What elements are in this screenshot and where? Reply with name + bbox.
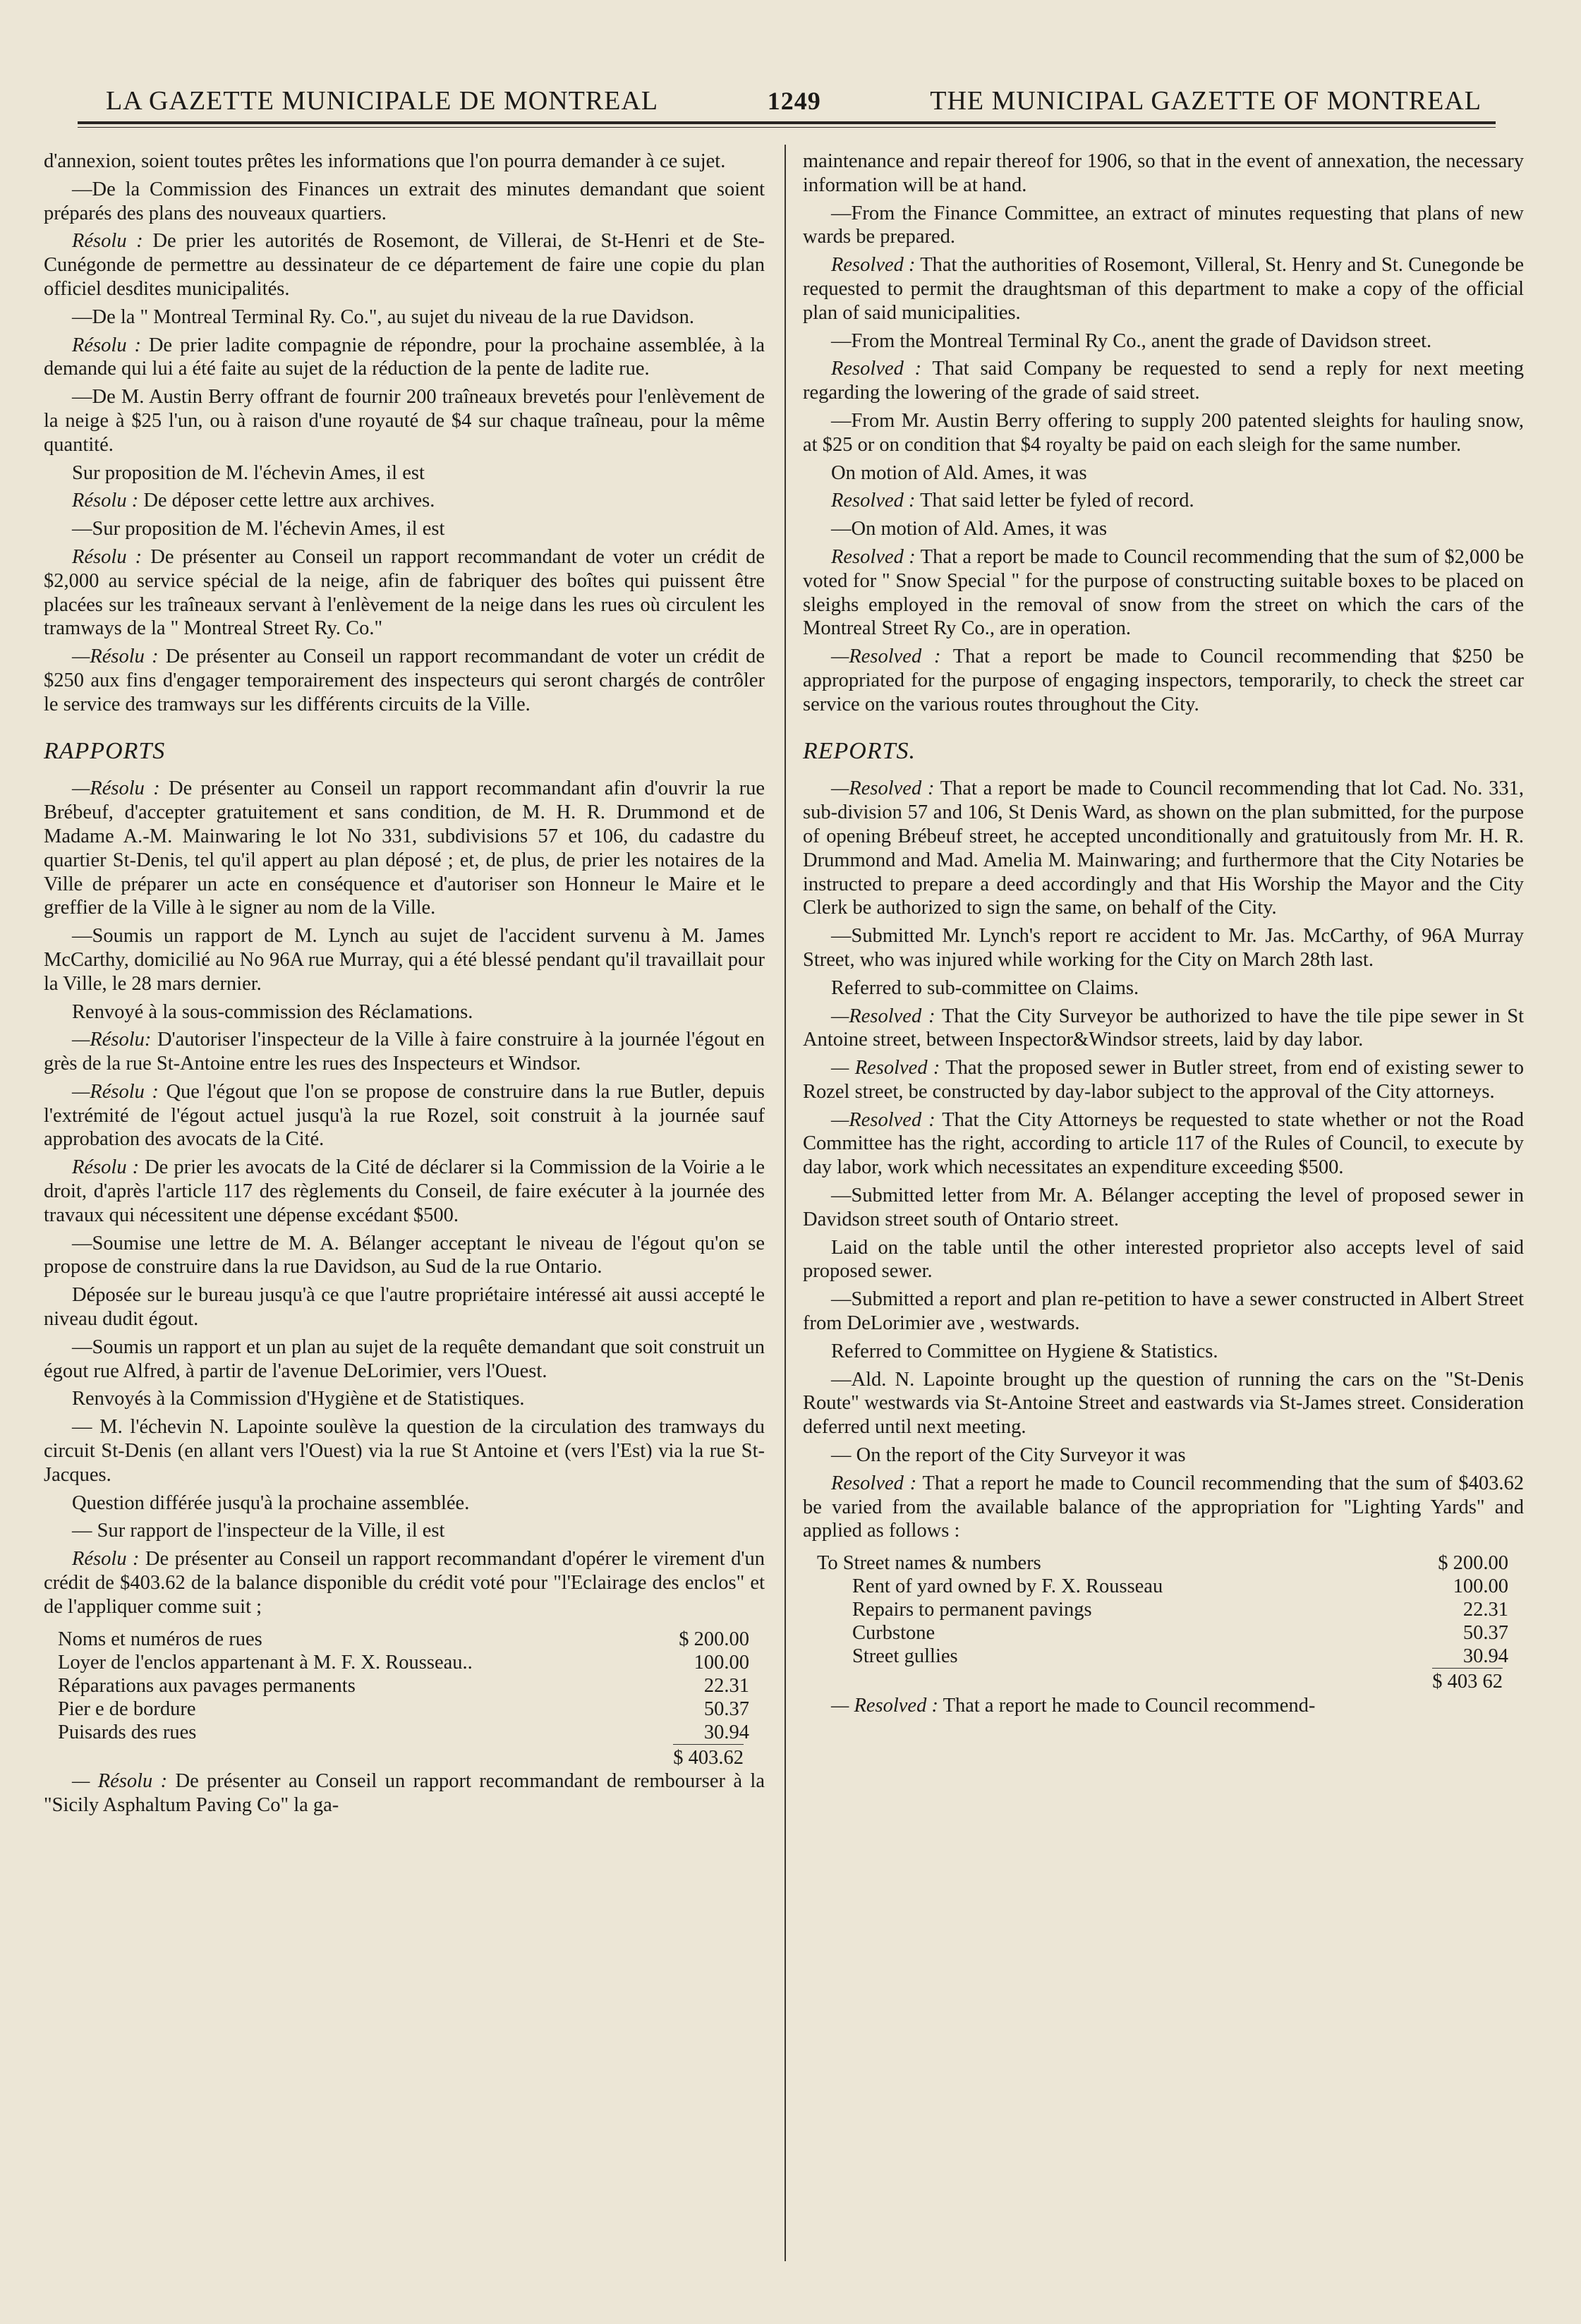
table-cell-amount: 50.37 bbox=[1462, 1622, 1508, 1645]
table-cell-label: Réparations aux pavages permanents bbox=[58, 1674, 356, 1697]
resolution-lead: —Résolu: bbox=[72, 1029, 152, 1051]
resolution-lead: —Résolu : bbox=[72, 777, 160, 800]
appropriation-table bbox=[817, 1551, 1508, 1668]
table-cell-amount: 30.94 bbox=[703, 1721, 749, 1743]
paragraph-text: De prier ladite compagnie de répondre, pour la prochaine assemblée, à la demande qui lui a été faite au sujet de la réduction de la pente de ladite rue. bbox=[44, 334, 765, 380]
paragraph: — On the report of the City Surveyor it was bbox=[831, 1444, 1186, 1467]
paragraph-text: De présenter au Conseil un rapport recommandant de voter un crédit de $250 aux fins d'engager temporairement des inspecteurs qui seront chargés de contrôler le service des tramways sur les différents circuits de la Ville. bbox=[44, 646, 765, 715]
paragraph: —Soumis un rapport et un plan au sujet de la requête demandant que soit construit un égout rue Alfred, à partir de l'avenue DeLorimier, vers l'Ouest. bbox=[44, 1336, 765, 1382]
paragraph: —De la Commission des Finances un extrait des minutes demandant que soient préparés des plans des nouveaux quartiers. bbox=[44, 178, 765, 224]
resolution-lead: — Résolu : bbox=[72, 1770, 168, 1793]
header-right-title: THE MUNICIPAL GAZETTE OF MONTREAL bbox=[930, 86, 1482, 116]
column-divider bbox=[785, 145, 786, 2261]
paragraph bbox=[44, 1156, 765, 1227]
paragraph bbox=[803, 1108, 1524, 1180]
resolution-lead: —Resolved : bbox=[831, 777, 935, 800]
table-cell-amount: 100.00 bbox=[693, 1651, 749, 1674]
resolution-lead: Résolu : bbox=[72, 230, 143, 253]
resolution-lead: Résolu : bbox=[72, 1156, 140, 1179]
page-number: 1249 bbox=[767, 87, 821, 115]
paragraph-text: De déposer cette lettre aux archives. bbox=[138, 490, 435, 512]
paragraph: Question différée jusqu'à la prochaine assemblée. bbox=[72, 1491, 470, 1514]
section-heading: RAPPORTS bbox=[44, 737, 166, 764]
table-cell-amount: $ 200.00 bbox=[1438, 1552, 1508, 1575]
paragraph-text: Que l'égout que l'on se propose de construire dans la rue Butler, depuis l'extrémité de l'égout actuel jusqu'à la rue Rozel, soit construit à la journée sauf approbation des avocats de la Cité. bbox=[44, 1080, 765, 1151]
resolution-lead: Resolved : bbox=[831, 490, 916, 512]
resolution-lead: Résolu : bbox=[72, 545, 143, 568]
table-cell-amount: 22.31 bbox=[1462, 1599, 1508, 1621]
paragraph: — Sur rapport de l'inspecteur de la Ville, il est bbox=[72, 1520, 445, 1542]
section-heading: REPORTS. bbox=[803, 737, 916, 764]
paragraph-text: That a report he made to Council recommending that the sum of $403.62 be varied from the available balance of the appropriation for "Lighting Yards" and applied as follows : bbox=[803, 1472, 1524, 1542]
paragraph-text: De prier les avocats de la Cité de déclarer si la Commission de la Voirie a le droit, d'après l'article 117 des règlements du Conseil, de faire exécuter à la journée des travaux qui nécessitent une dépense excédant $500. bbox=[44, 1156, 765, 1226]
paragraph: —Ald. N. Lapointe brought up the question of running the cars on the "St-Denis Route" westwards via St-Antoine Street and eastwards via St-James street. Consideration deferred until next meeting. bbox=[803, 1368, 1524, 1439]
paragraph bbox=[44, 334, 765, 382]
table-row bbox=[58, 1697, 749, 1721]
table-row bbox=[817, 1621, 1508, 1645]
paragraph-text: De présenter au Conseil un rapport recommandant de rembourser à la "Sicily Asphaltum Paving Co" la ga- bbox=[44, 1770, 765, 1817]
paragraph bbox=[44, 1028, 765, 1076]
resolution-lead: —Resolved : bbox=[831, 646, 941, 668]
table-row bbox=[58, 1628, 749, 1651]
paragraph bbox=[803, 545, 1524, 641]
table-total-row bbox=[803, 1668, 1503, 1694]
paragraph-text: That the City Attorneys be requested to state whether or not the Road Committee has the right, according to article 117 of the Rules of Council, to execute by day labor, work which necessitates an expenditure exceeding $500. bbox=[803, 1108, 1524, 1179]
paragraph bbox=[44, 777, 765, 920]
paragraph: —Submitted letter from Mr. A. Bélanger accepting the level of proposed sewer in Davidson street south of Ontario street. bbox=[803, 1185, 1524, 1230]
paragraph: — M. l'échevin N. Lapointe soulève la question de la circulation des tramways du circuit St-Denis (en allant vers l'Ouest) via la rue St Antoine et (vers l'Est) via la rue St-Jacques. bbox=[44, 1416, 765, 1486]
table-cell-label: Puisards des rues bbox=[58, 1721, 197, 1743]
appropriation-table bbox=[58, 1628, 749, 1744]
table-total: $ 403 62 bbox=[1432, 1668, 1503, 1694]
paragraph: Renvoyés à la Commission d'Hygiène et de Statistiques. bbox=[72, 1388, 525, 1410]
resolution-lead: —Résolu : bbox=[72, 1080, 159, 1103]
paragraph bbox=[803, 1694, 1524, 1718]
resolution-lead: Resolved : bbox=[831, 1472, 917, 1494]
resolution-lead: —Resolved : bbox=[831, 1108, 935, 1131]
paragraph-text: That a report be made to Council recommending that the sum of $2,000 be voted for " Snow Special " for the purpose of constructing suitable boxes to be placed on sleighs employed in the removal of snow from the street on which the cars of the Montreal Street Ry Co., are in operation. bbox=[803, 545, 1525, 640]
paragraph bbox=[803, 1005, 1524, 1053]
table-row bbox=[817, 1598, 1508, 1621]
table-cell-label: Rent of yard owned by F. X. Rousseau bbox=[852, 1575, 1163, 1598]
paragraph bbox=[803, 1056, 1524, 1104]
paragraph bbox=[44, 645, 765, 716]
paragraph: —De la " Montreal Terminal Ry. Co.", au sujet du niveau de la rue Davidson. bbox=[72, 305, 695, 328]
paragraph bbox=[44, 229, 765, 301]
paragraph: —Submitted Mr. Lynch's report re accident to Mr. Jas. McCarthy, of 96A Murray Street, who was injured while working for the City on March 28th last. bbox=[803, 925, 1524, 971]
paragraph: —Soumise une lettre de M. A. Bélanger acceptant le niveau de l'égout qu'on se propose de construire dans la rue Davidson, au Sud de la rue Ontario. bbox=[44, 1232, 765, 1278]
resolution-lead: Resolved : bbox=[831, 254, 916, 277]
english-column bbox=[803, 150, 1524, 1722]
table-cell-amount: $ 200.00 bbox=[679, 1628, 749, 1650]
resolution-lead: —Resolved : bbox=[831, 1005, 935, 1027]
table-row bbox=[817, 1645, 1508, 1668]
paragraph: —From the Montreal Terminal Ry Co., anent the grade of Davidson street. bbox=[831, 329, 1432, 352]
resolution-lead: Résolu : bbox=[72, 334, 141, 356]
resolution-lead: Résolu : bbox=[72, 490, 139, 512]
paragraph: —Soumis un rapport de M. Lynch au sujet de l'accident survenu à M. James McCarthy, domicilié au No 96A rue Murray, qui a été blessé pendant qu'il travaillait pour la Ville, le 28 mars dernier. bbox=[44, 925, 765, 995]
paragraph: d'annexion, soient toutes prêtes les informations que l'on pourra demander à ce sujet. bbox=[44, 150, 726, 172]
paragraph-text: That said Company be requested to send a reply for next meeting regarding the lowering of the grade of said street. bbox=[803, 358, 1524, 404]
table-cell-label: Repairs to permanent pavings bbox=[852, 1599, 1092, 1621]
paragraph bbox=[803, 357, 1524, 405]
paragraph-text: That said letter be fyled of record. bbox=[915, 490, 1194, 512]
resolution-lead: —Résolu : bbox=[72, 646, 159, 668]
table-row bbox=[58, 1674, 749, 1697]
resolution-lead: Resolved : bbox=[831, 545, 916, 568]
paragraph-text: D'autoriser l'inspecteur de la Ville à faire construire à la journée l'égout en grès de la rue St-Antoine entre les rues des Inspecteurs et Windsor. bbox=[44, 1029, 765, 1075]
table-row bbox=[817, 1551, 1508, 1575]
table-cell-label: To Street names & numbers bbox=[817, 1552, 1041, 1575]
paragraph: Referred to sub-committee on Claims. bbox=[831, 976, 1139, 999]
paragraph bbox=[44, 1769, 765, 1817]
table-cell-amount: 30.94 bbox=[1462, 1645, 1508, 1668]
table-total: $ 403.62 bbox=[673, 1744, 744, 1770]
paragraph bbox=[44, 1547, 765, 1618]
header-left-title: LA GAZETTE MUNICIPALE DE MONTREAL bbox=[106, 86, 659, 116]
paragraph-text: That a report be made to Council recommending that $250 be appropriated for the purpose of engaging inspectors, temporarily, to check the street car service on the various routes throughout the City. bbox=[803, 646, 1524, 715]
table-row bbox=[58, 1721, 749, 1744]
paragraph bbox=[803, 489, 1524, 513]
paragraph bbox=[803, 1472, 1524, 1543]
table-cell-label: Pier e de bordure bbox=[58, 1697, 196, 1720]
paragraph: Renvoyé à la sous-commission des Réclamations. bbox=[72, 1000, 473, 1023]
table-cell-label: Noms et numéros de rues bbox=[58, 1628, 262, 1650]
paragraph: maintenance and repair thereof for 1906, so that in the event of annexation, the necessary information will be at hand. bbox=[803, 150, 1524, 196]
paragraph bbox=[44, 545, 765, 641]
paragraph: —From the Finance Committee, an extract of minutes requesting that plans of new wards be prepared. bbox=[803, 202, 1524, 248]
paragraph bbox=[44, 489, 765, 513]
table-row bbox=[58, 1651, 749, 1674]
paragraph: On motion of Ald. Ames, it was bbox=[831, 461, 1087, 484]
header-rule bbox=[78, 121, 1496, 124]
paragraph: —Submitted a report and plan re-petition to have a sewer constructed in Albert Street from DeLorimier ave , westwards. bbox=[803, 1288, 1524, 1335]
paragraph: Laid on the table until the other interested proprietor also accepts level of said proposed sewer. bbox=[803, 1236, 1524, 1283]
table-cell-label: Street gullies bbox=[852, 1645, 958, 1668]
paragraph-text: De présenter au Conseil un rapport recommandant d'opérer le virement d'un crédit de $403.62 de la balance disponible du crédit voté pour "l'Eclairage des enclos" et de l'appliquer comme suit ; bbox=[44, 1548, 765, 1618]
paragraph bbox=[803, 645, 1524, 716]
resolution-lead: — Resolved : bbox=[831, 1695, 938, 1717]
table-cell-label: Loyer de l'enclos appartenant à M. F. X. Rousseau.. bbox=[58, 1651, 473, 1674]
paragraph-text: De présenter au Conseil un rapport recommandant de voter un crédit de $2,000 au service spécial de la neige, afin de fabriquer des boîtes qui puissent être placées sur les traîneaux servant à l'enlèvement de la neige dans les rues où circulent les tramways de la " Montreal Street Ry. Co." bbox=[44, 545, 765, 640]
paragraph: —On motion of Ald. Ames, it was bbox=[831, 518, 1108, 540]
paragraph-text: That a report be made to Council recommending that lot Cad. No. 331, sub-division 57 and 106, St Denis Ward, as shown on the plan submitted, for the purpose of opening Brébeuf street, he accepted unconditionally and gratuitously from Mr. H. R. Drummond and Mad. Amelia M. Mainwaring; and furthermore that the City Notaries be instructed to prepare a deed accordingly and that His Worship the Mayor and the City Clerk be authorized to sign the same, on behalf of the City. bbox=[803, 777, 1525, 919]
resolution-lead: Résolu : bbox=[72, 1548, 140, 1570]
paragraph: Déposée sur le bureau jusqu'à ce que l'autre propriétaire intéressé ait aussi accepté le niveau dudit égout. bbox=[44, 1284, 765, 1331]
header-rule-thin bbox=[78, 127, 1496, 128]
table-cell-label: Curbstone bbox=[852, 1622, 935, 1645]
paragraph-text: That the City Surveyor be authorized to have the tile pipe sewer in St Antoine street, between Inspector&Windsor streets, laid by day labor. bbox=[803, 1005, 1524, 1051]
table-cell-amount: 50.37 bbox=[703, 1697, 749, 1720]
table-row bbox=[817, 1575, 1508, 1598]
table-cell-amount: 100.00 bbox=[1453, 1575, 1508, 1598]
resolution-lead: Resolved : bbox=[831, 358, 922, 380]
paragraph-text: De prier les autorités de Rosemont, de Villerai, de St-Henri et de Ste-Cunégonde de permettre au dessinateur de ce département de faire une copie du plan officiel desdites municipalités. bbox=[44, 230, 765, 300]
paragraph bbox=[803, 777, 1524, 920]
table-cell-amount: 22.31 bbox=[703, 1674, 749, 1697]
paragraph-text: That a report he made to Council recommend- bbox=[938, 1695, 1316, 1717]
paragraph bbox=[803, 253, 1524, 325]
paragraph bbox=[44, 1080, 765, 1151]
paragraph: Referred to Committee on Hygiene & Statistics. bbox=[831, 1340, 1218, 1362]
paragraph-text: De présenter au Conseil un rapport recommandant afin d'ouvrir la rue Brébeuf, d'accepter gratuitement et sans condition, de M. H. R. Drummond et de Madame A.-M. Mainwaring le lot No 331, subdivisions 57 et 106, du cadastre du quartier St-Denis, tel qu'il appert au plan déposé ; et, de plus, de prier les notaires de la Ville de préparer un acte en conséquence et d'autoriser son Honneur le Maire et le greffier de la Ville à le signer au nom de la Ville. bbox=[44, 777, 765, 919]
page-header bbox=[106, 76, 1482, 126]
paragraph-text: That the proposed sewer in Butler street, from end of existing sewer to Rozel street, be constructed by day-labor subject to the approval of the City attorneys. bbox=[803, 1057, 1524, 1103]
french-column bbox=[44, 150, 765, 1822]
paragraph: —From Mr. Austin Berry offering to supply 200 patented sleights for hauling snow, at $25 or on condition that $4 royalty be paid on each sleigh for the same number. bbox=[803, 409, 1524, 456]
paragraph: Sur proposition de M. l'échevin Ames, il est bbox=[72, 461, 425, 484]
paragraph: —Sur proposition de M. l'échevin Ames, il est bbox=[72, 518, 445, 540]
paragraph: —De M. Austin Berry offrant de fournir 200 traîneaux brevetés pour l'enlèvement de la neige à $25 l'un, ou à raison d'une royauté de $4 sur chaque traîneau, pour la même quantité. bbox=[44, 386, 765, 456]
paragraph-text: That the authorities of Rosemont, Villeral, St. Henry and St. Cunegonde be requested to permit the draughtsman of this department to make a copy of the official plan of said municipalities. bbox=[803, 254, 1524, 324]
resolution-lead: — Resolved : bbox=[831, 1057, 940, 1079]
table-total-row bbox=[44, 1744, 744, 1770]
